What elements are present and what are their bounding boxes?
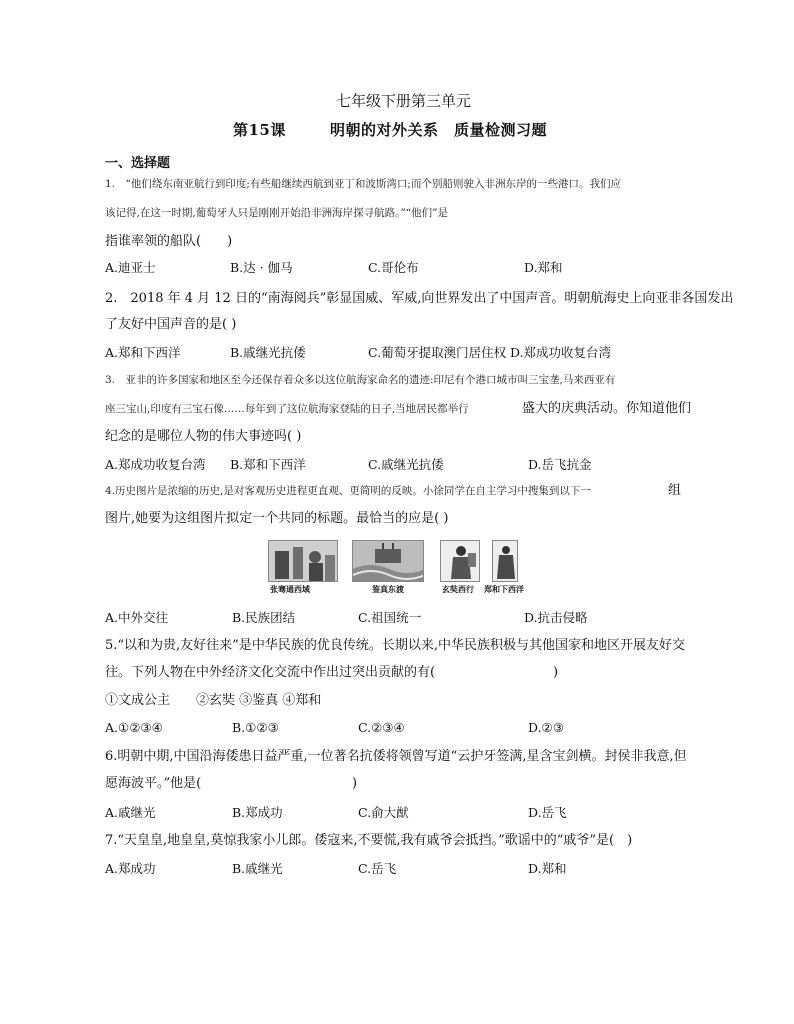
q3-option-c: C.戚继光抗倭	[368, 457, 444, 472]
q6-option-d: D.岳飞	[528, 805, 567, 820]
q5-option-a: A.①②③④	[105, 720, 163, 735]
q5-items: ①文成公主 ②玄奘 ③鉴真 ④郑和	[105, 693, 322, 708]
q4-option-c: C.祖国统一	[358, 610, 422, 625]
q6-stem-line1: 6.明朝中期,中国沿海倭患日益严重,一位著名抗倭将领曾写道“云护牙签满,星含宝剑横。封侯非我意,但	[105, 749, 687, 764]
q6-option-b: B.郑成功	[232, 805, 283, 820]
q2-option-c: C.葡萄牙提取澳门居住权	[368, 345, 507, 360]
lesson-number: 第15课	[233, 121, 286, 139]
q4-option-d: D.抗击侵略	[524, 610, 588, 625]
q6-option-a: A.戚继光	[105, 805, 156, 820]
q4-stem-line1a: 4.历史图片是浓缩的历史,是对客观历史进程更直观、更简明的反映。小徐同学在自主学习中搜集到以下一	[105, 485, 591, 497]
q2-stem-line1: 2. 2018 年 4 月 12 日的“南海阅兵”彰显国威、军威,向世界发出了中国声音。明朝航海史上向亚非各国发出	[105, 291, 734, 306]
caption-jianzhen: 鉴真东渡	[372, 585, 404, 594]
q7-option-a: A.郑成功	[105, 861, 156, 876]
q4-option-b: B.民族团结	[232, 610, 296, 625]
q6-stem-line2-end: )	[352, 776, 358, 791]
section-heading: 一、选择题	[105, 156, 171, 171]
zhang-qian-picture	[268, 540, 338, 582]
q1-option-a: A.迪亚士	[105, 260, 156, 275]
q5-stem-line1: 5.“以和为贵,友好往来”是中华民族的优良传统。长期以来,中华民族积极与其他国家和地区开展友好交	[105, 638, 685, 653]
q1-option-b: B.达 · 伽马	[230, 260, 293, 275]
q2-stem-line2: 了友好中国声音的是( )	[105, 317, 237, 332]
q4-stem-line1b: 组	[668, 483, 682, 498]
xuanzang-picture	[440, 540, 480, 582]
zheng-he-picture	[492, 540, 518, 582]
q5-option-d: D.②③	[528, 720, 564, 735]
q1-option-c: C.哥伦布	[368, 260, 419, 275]
q1-option-d: D.郑和	[524, 260, 563, 275]
jianzhen-picture	[352, 540, 424, 582]
q4-stem-line2: 图片,她要为这组图片拟定一个共同的标题。最恰当的应是( )	[105, 511, 449, 526]
q1-stem-line1: 1. “他们绕东南亚航行到印度;有些船继续西航到亚丁和波斯湾口;而个别船则驶入非洲东岸的一些港口。我们应	[105, 178, 621, 190]
q2-option-a: A.郑和下西洋	[105, 345, 181, 360]
q2-option-d: D.郑成功收复台湾	[510, 345, 612, 360]
unit-subtitle: 七年级下册第三单元	[336, 92, 472, 110]
q3-stem-line1: 3. 亚非的许多国家和地区至今还保存着众多以这位航海家命名的遗迹:印尼有个港口城市叫三宝垄,马来西亚有	[105, 374, 616, 386]
caption-xuanzang: 玄奘西行	[442, 585, 474, 594]
q6-option-c: C.俞大猷	[358, 805, 409, 820]
q3-stem-line2a: 座三宝山,印度有三宝石像……每年到了这位航海家登陆的日子,当地居民都举行	[105, 403, 469, 415]
q7-option-c: C.岳飞	[358, 861, 397, 876]
q3-option-a: A.郑成功收复台湾	[105, 457, 206, 472]
q5-option-b: B.①②③	[232, 720, 279, 735]
caption-zheng-he: 郑和下西洋	[484, 585, 524, 594]
q5-option-c: C.②③④	[358, 720, 405, 735]
q1-stem-line3: 指谁率领的船队( )	[105, 234, 233, 249]
q5-stem-line2-end: )	[553, 665, 559, 680]
q3-option-b: B.郑和下西洋	[230, 457, 306, 472]
q3-stem-line2b: 盛大的庆典活动。你知道他们	[522, 401, 692, 416]
q5-stem-line2: 往。下列人物在中外经济文化交流中作出过突出贡献的有(	[105, 665, 436, 680]
q3-stem-line3: 纪念的是哪位人物的伟大事迹吗( )	[105, 429, 302, 444]
q6-stem-line2: 愿海波平。”他是(	[105, 776, 202, 791]
caption-zhang-qian: 张骞通西域	[270, 585, 310, 594]
q2-option-b: B.戚继光抗倭	[230, 345, 306, 360]
page-title: 明朝的对外关系 质量检测习题	[330, 121, 548, 139]
q3-option-d: D.岳飞抗金	[528, 457, 592, 472]
q7-stem-line1: 7.“天皇皇,地皇皇,莫惊我家小儿郎。倭寇来,不要慌,我有戚爷会抵挡。”歌谣中的“戚爷”是( )	[105, 833, 633, 848]
q7-option-b: B.戚继光	[232, 861, 283, 876]
q7-option-d: D.郑和	[528, 861, 567, 876]
q1-stem-line2: 该记得,在这一时期,葡萄牙人只是刚刚开始沿非洲海岸探寻航路。”“他们”是	[105, 207, 449, 219]
q4-option-a: A.中外交往	[105, 610, 169, 625]
